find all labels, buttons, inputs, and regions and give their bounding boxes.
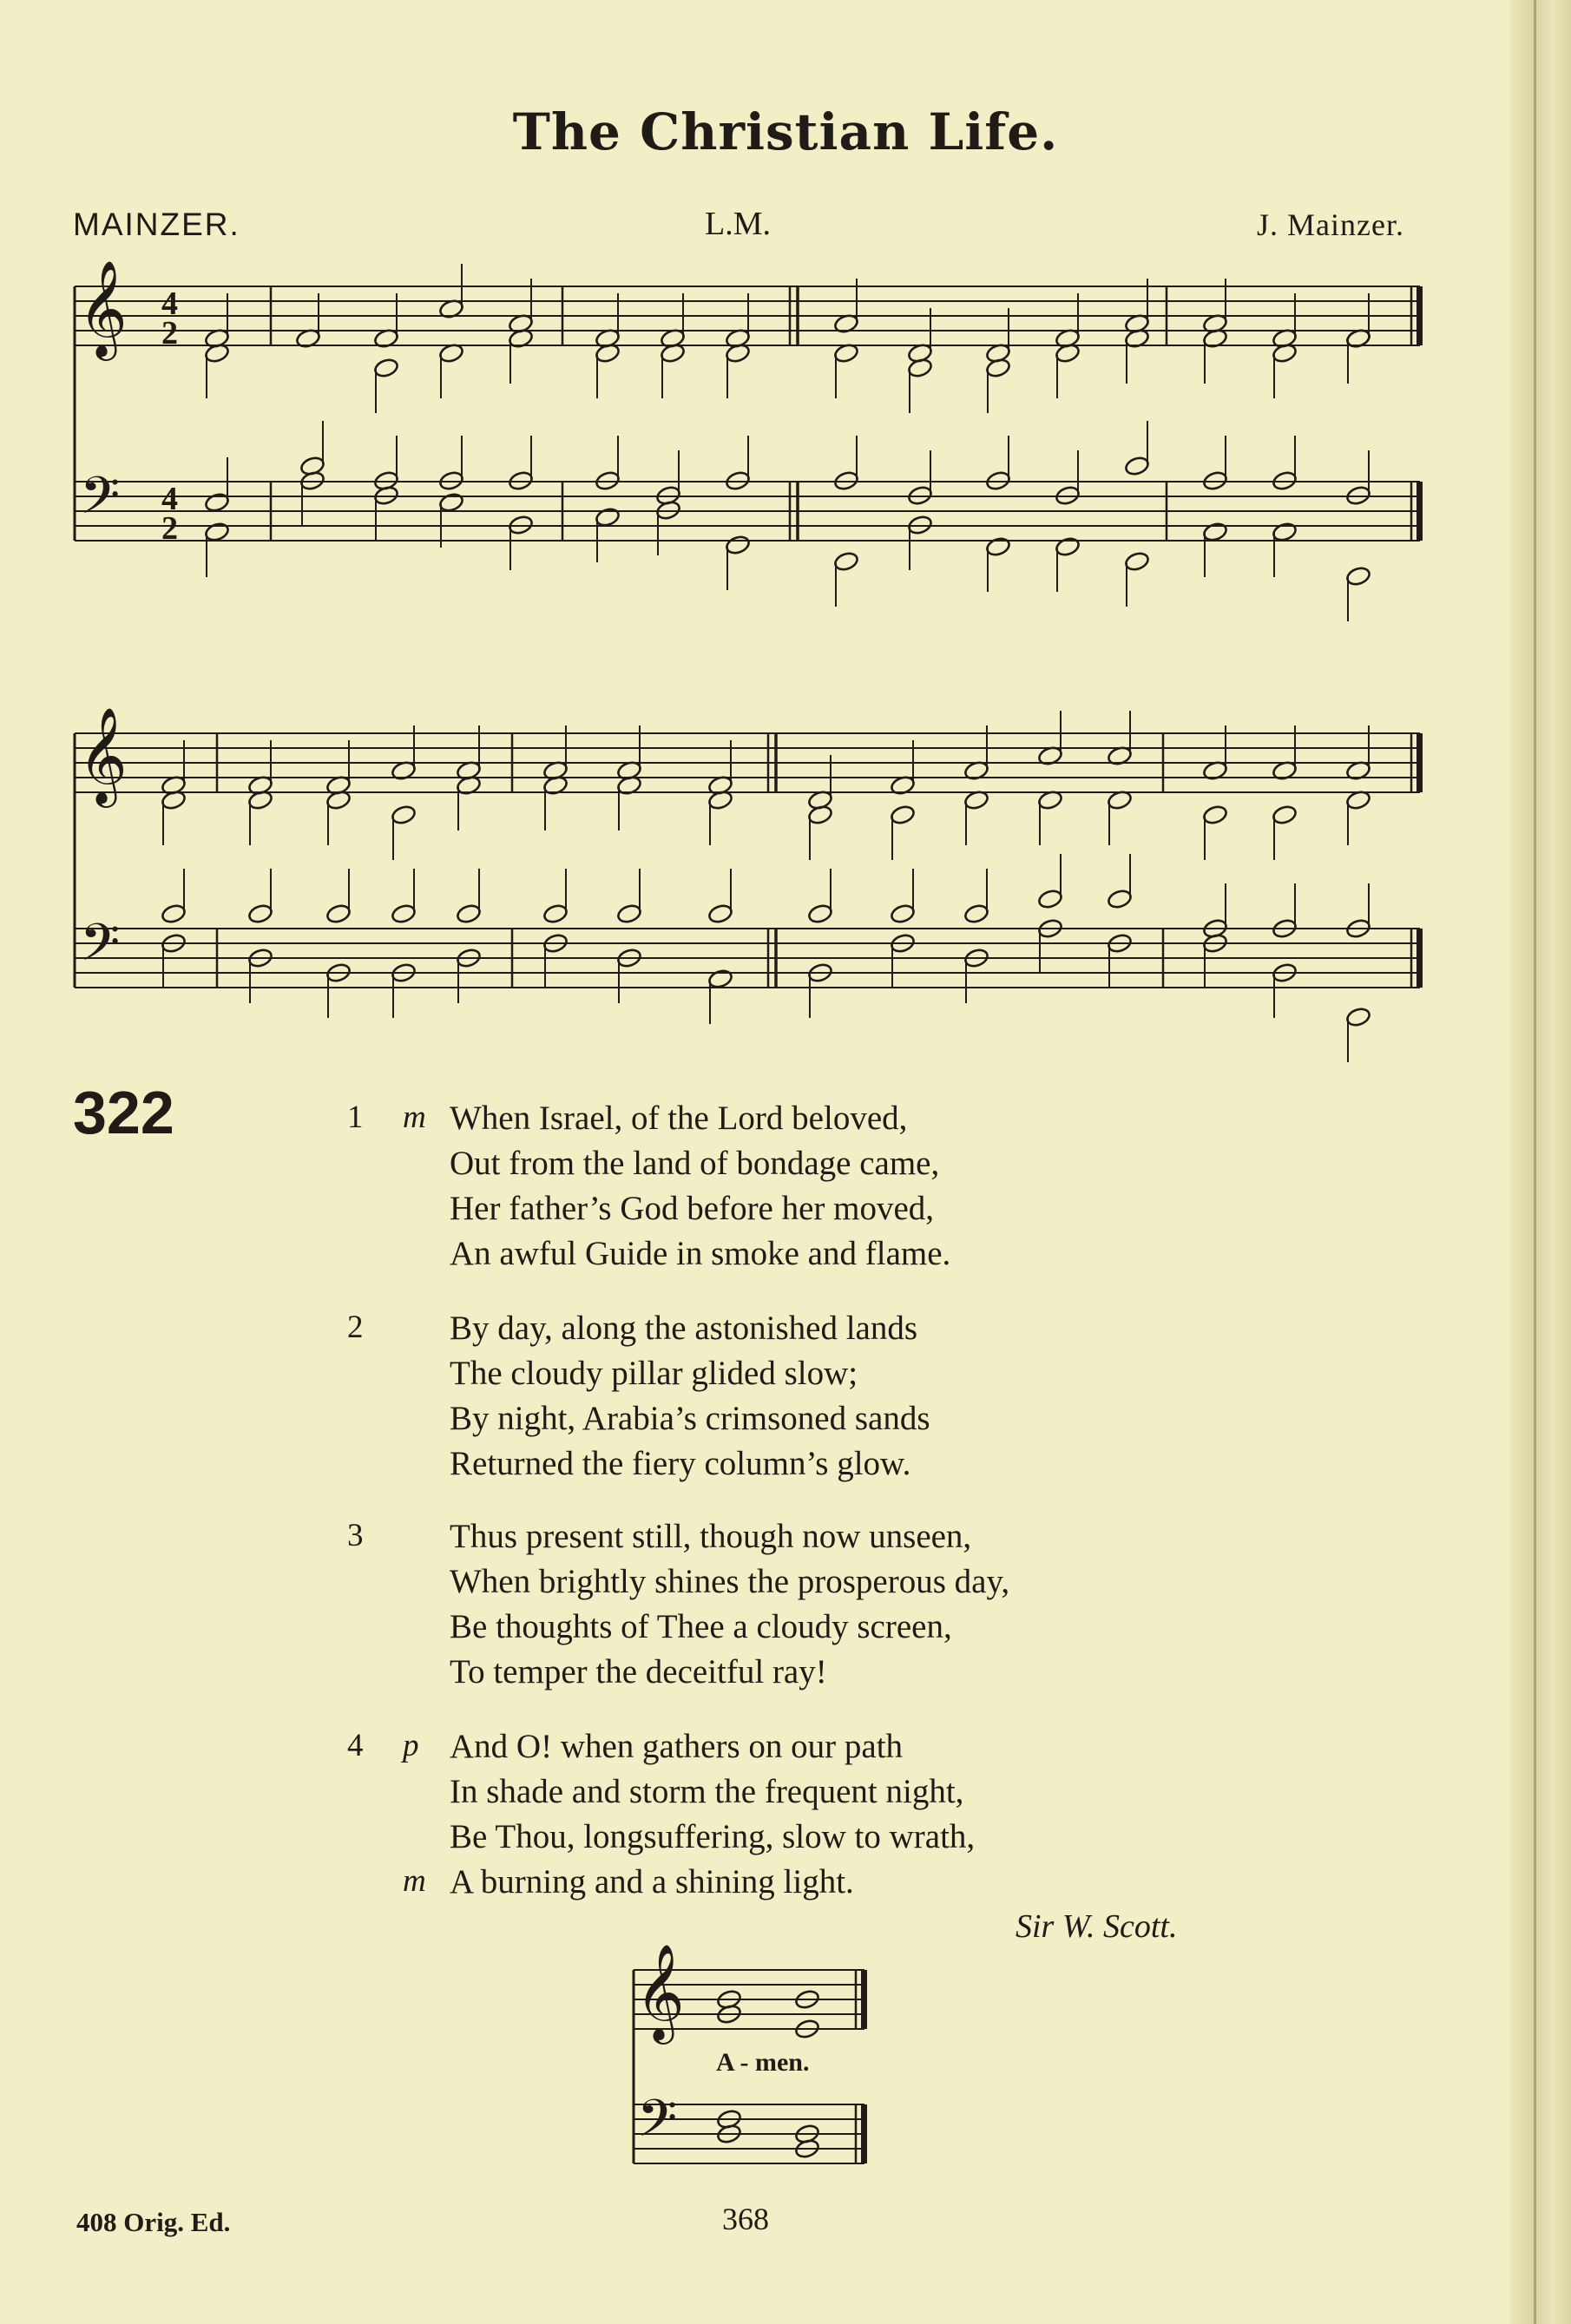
note-head [1037,889,1063,910]
verse-line: An awful Guide in smoke and flame. [450,1235,951,1272]
note-head [325,903,352,925]
verse-number: 4 [347,1728,364,1763]
final-barline-thick [1417,286,1423,345]
verse-line: When brightly shines the prosperous day, [450,1563,1010,1600]
verse-line: To temper the deceitful ray! [450,1653,827,1690]
final-barline-thick [1417,733,1423,792]
note-head [373,358,399,379]
verse-line: In shade and storm the frequent night, [450,1773,964,1810]
note-head [707,968,733,990]
note-head [1272,804,1298,826]
note-head [1345,1007,1371,1028]
verse-line: Be thoughts of Thee a cloudy screen, [450,1608,952,1645]
final-barline-thick [1417,929,1423,988]
time-signature-denominator: 2 [161,315,178,351]
amen-final-barline-thick [861,1970,867,2029]
hymn-author: Sir W. Scott. [1016,1908,1178,1945]
verse-number: 1 [347,1100,364,1135]
note-head [542,903,569,925]
note-head [616,903,642,925]
verse-line: And O! when gathers on our path [450,1728,904,1765]
note-head [1345,566,1371,588]
dynamic-mark: m [403,1100,426,1135]
note-head [1107,889,1133,910]
note-head [595,507,621,528]
note-head [391,804,417,826]
note-head [985,536,1011,558]
note-head [963,903,989,925]
meter: L.M. [705,206,771,242]
verse-line: Out from the land of bondage came, [450,1145,940,1182]
verse-line: When Israel, of the Lord beloved, [450,1100,908,1137]
note-head [391,903,417,925]
verse-line: By night, Arabia’s crimsoned sands [450,1400,930,1437]
verse-line: By day, along the astonished lands [450,1310,918,1347]
verse-line: Thus present still, though now unseen, [450,1518,972,1555]
verse-number: 3 [347,1518,364,1553]
final-barline-thick [1417,482,1423,541]
treble-clef-icon: 𝄞 [78,259,128,357]
bass-clef-icon: 𝄢 [80,912,121,985]
verse-line: Her father’s God before her moved, [450,1190,935,1227]
note-head [204,492,230,514]
note-head [161,903,187,925]
note-head [725,535,751,556]
time-signature-numerator: 4 [161,481,178,517]
time-signature-denominator: 2 [161,510,178,547]
note-head [1055,536,1081,558]
hymn-number: 322 [73,1079,174,1146]
bass-clef-icon: 𝄢 [637,2088,678,2161]
note-head [1124,551,1150,573]
note-head [1272,522,1298,543]
note-head [890,804,916,826]
verse-line: A burning and a shining light. [450,1863,854,1901]
dynamic-mark: p [403,1728,419,1763]
note-head [1202,522,1228,543]
bass-clef-icon: 𝄢 [80,465,121,538]
section-title: The Christian Life. [512,102,1059,161]
composer: J. Mainzer. [1257,207,1404,242]
note-head [438,492,464,514]
verse-line: Returned the fiery column’s glow. [450,1445,911,1482]
verse-number: 2 [347,1310,364,1345]
amen-text: A - men. [716,2048,810,2077]
note-head [247,903,273,925]
verse-line: The cloudy pillar glided slow; [450,1355,858,1392]
tune-name: MAINZER. [73,207,240,242]
amen-final-barline-thick [861,2104,867,2163]
treble-clef-icon: 𝄞 [635,1943,685,2040]
note-head [807,903,833,925]
treble-clef-icon: 𝄞 [78,706,128,804]
note-head [890,903,916,925]
note-head [456,903,482,925]
note-head [707,903,733,925]
note-head [833,551,859,573]
verse-line: Be Thou, longsuffering, slow to wrath, [450,1818,976,1855]
dynamic-mark: m [403,1863,426,1899]
time-signature-numerator: 4 [161,286,178,322]
note-head [1202,804,1228,826]
original-edition-number: 408 Orig. Ed. [76,2207,231,2237]
note-head [204,522,230,543]
page-number: 368 [722,2202,769,2236]
note-head [1124,456,1150,477]
